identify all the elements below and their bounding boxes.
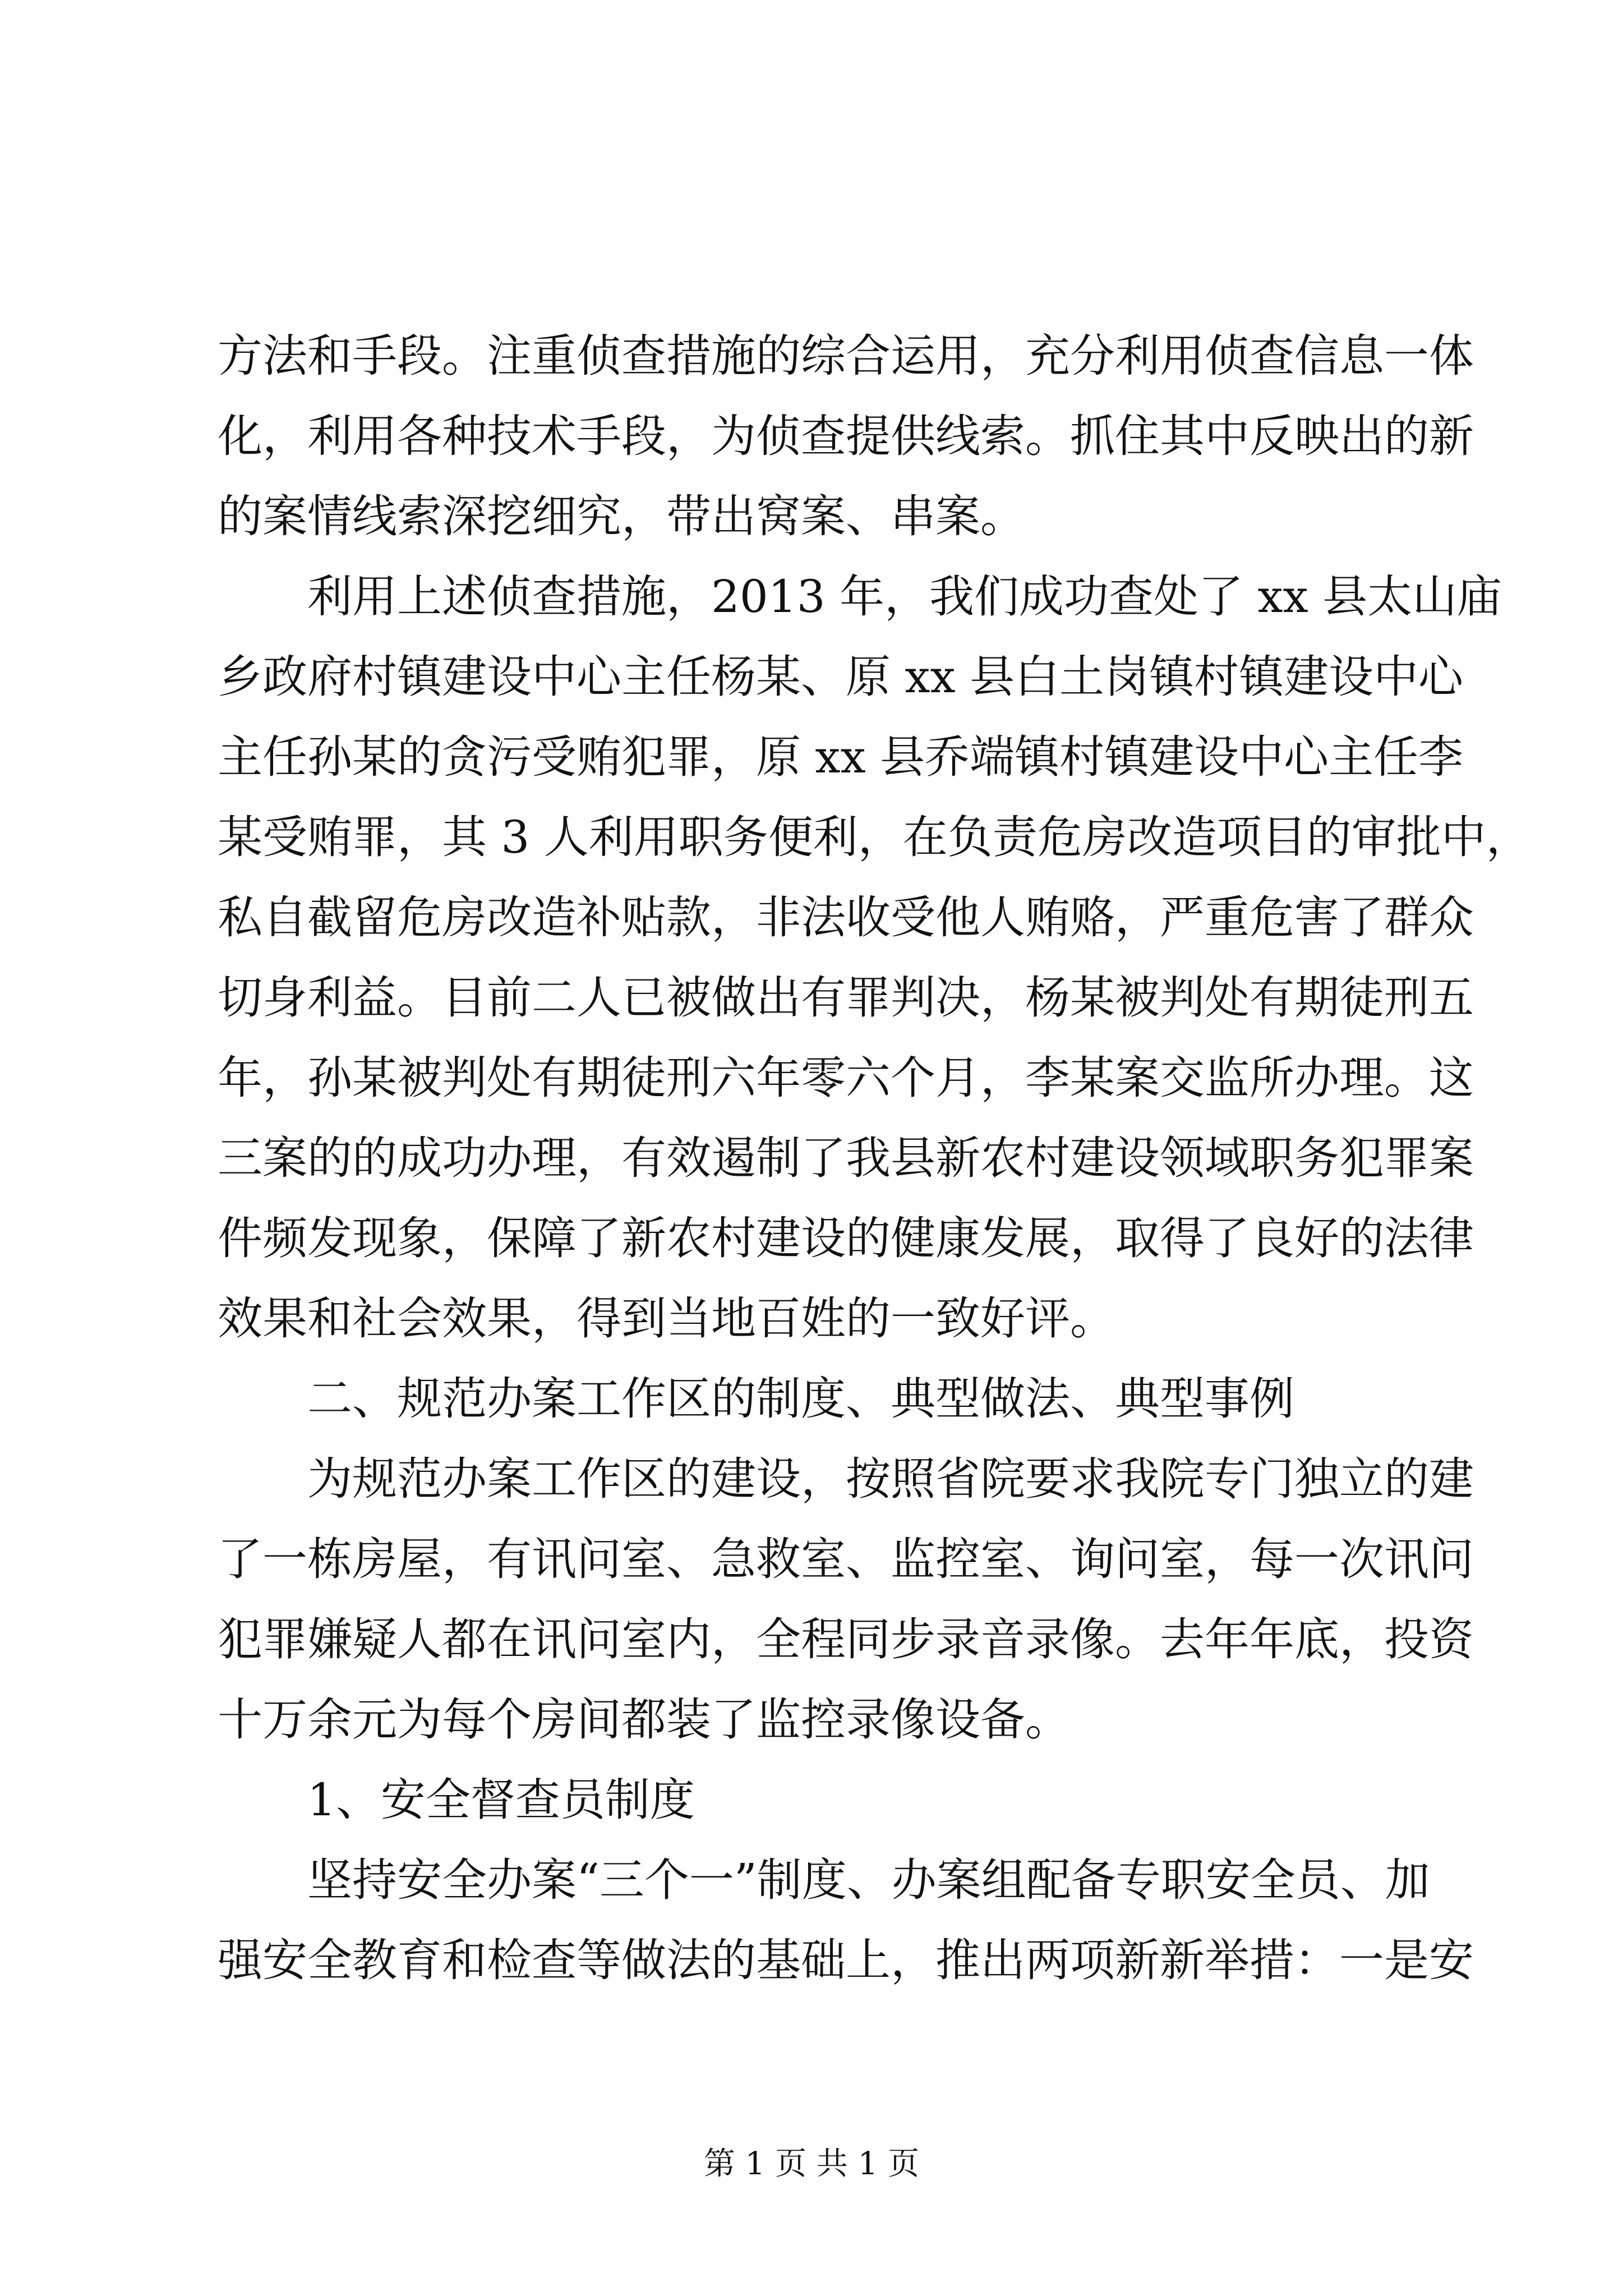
text-line: 了一栋房屋，有讯问室、急救室、监控室、询问室，每一次讯问	[218, 1533, 1474, 1585]
text-line: 化，利用各种技术手段，为侦查提供线索。抓住其中反映出的新	[218, 410, 1474, 462]
text-line: 的案情线索深挖细究，带出窝案、串案。	[218, 490, 1025, 542]
section-heading: 二、规范办案工作区的制度、典型做法、典型事例	[307, 1373, 1294, 1425]
text-line: 年，孙某被判处有期徒刑六年零六个月，李某案交监所办理。这	[218, 1052, 1474, 1104]
text-line: 十万余元为每个房间都装了监控录像设备。	[218, 1694, 1070, 1746]
text-line: 切身利益。目前二人已被做出有罪判决，杨某被判处有期徒刑五	[218, 972, 1474, 1024]
text-line: 件频发现象，保障了新农村建设的健康发展，取得了良好的法律	[218, 1212, 1474, 1264]
text-line: 强安全教育和检查等做法的基础上，推出两项新新举措：一是安	[218, 1934, 1474, 1986]
text-line: 乡政府村镇建设中心主任杨某、原 xx 县白土岗镇村镇建设中心	[218, 651, 1464, 703]
text-line: 效果和社会效果，得到当地百姓的一致好评。	[218, 1292, 1115, 1345]
paragraph-first-line: 利用上述侦查措施，2013 年，我们成功查处了 xx 县太山庙	[307, 570, 1502, 623]
text-line: 三案的的成功办理，有效遏制了我县新农村建设领域职务犯罪案	[218, 1132, 1474, 1184]
text-line: 私自截留危房改造补贴款，非法收受他人贿赂，严重危害了群众	[218, 891, 1474, 944]
text-line: 某受贿罪，其 3 人利用职务便利，在负责危房改造项目的审批中，	[218, 811, 1531, 863]
page-footer: 第 1 页 共 1 页	[703, 2146, 920, 2182]
subsection-heading: 1、安全督查员制度	[307, 1774, 695, 1826]
paragraph-first-line: 为规范办案工作区的建设，按照省院要求我院专门独立的建	[307, 1453, 1474, 1505]
text-line: 方法和手段。注重侦查措施的综合运用，充分利用侦查信息一体	[218, 330, 1474, 382]
paragraph-first-line: 坚持安全办案“三个一”制度、办案组配备专职安全员、加	[307, 1854, 1430, 1906]
text-line: 主任孙某的贪污受贿犯罪，原 xx 县乔端镇村镇建设中心主任李	[218, 731, 1464, 783]
text-line: 犯罪嫌疑人都在讯问室内，全程同步录音录像。去年年底，投资	[218, 1613, 1474, 1665]
